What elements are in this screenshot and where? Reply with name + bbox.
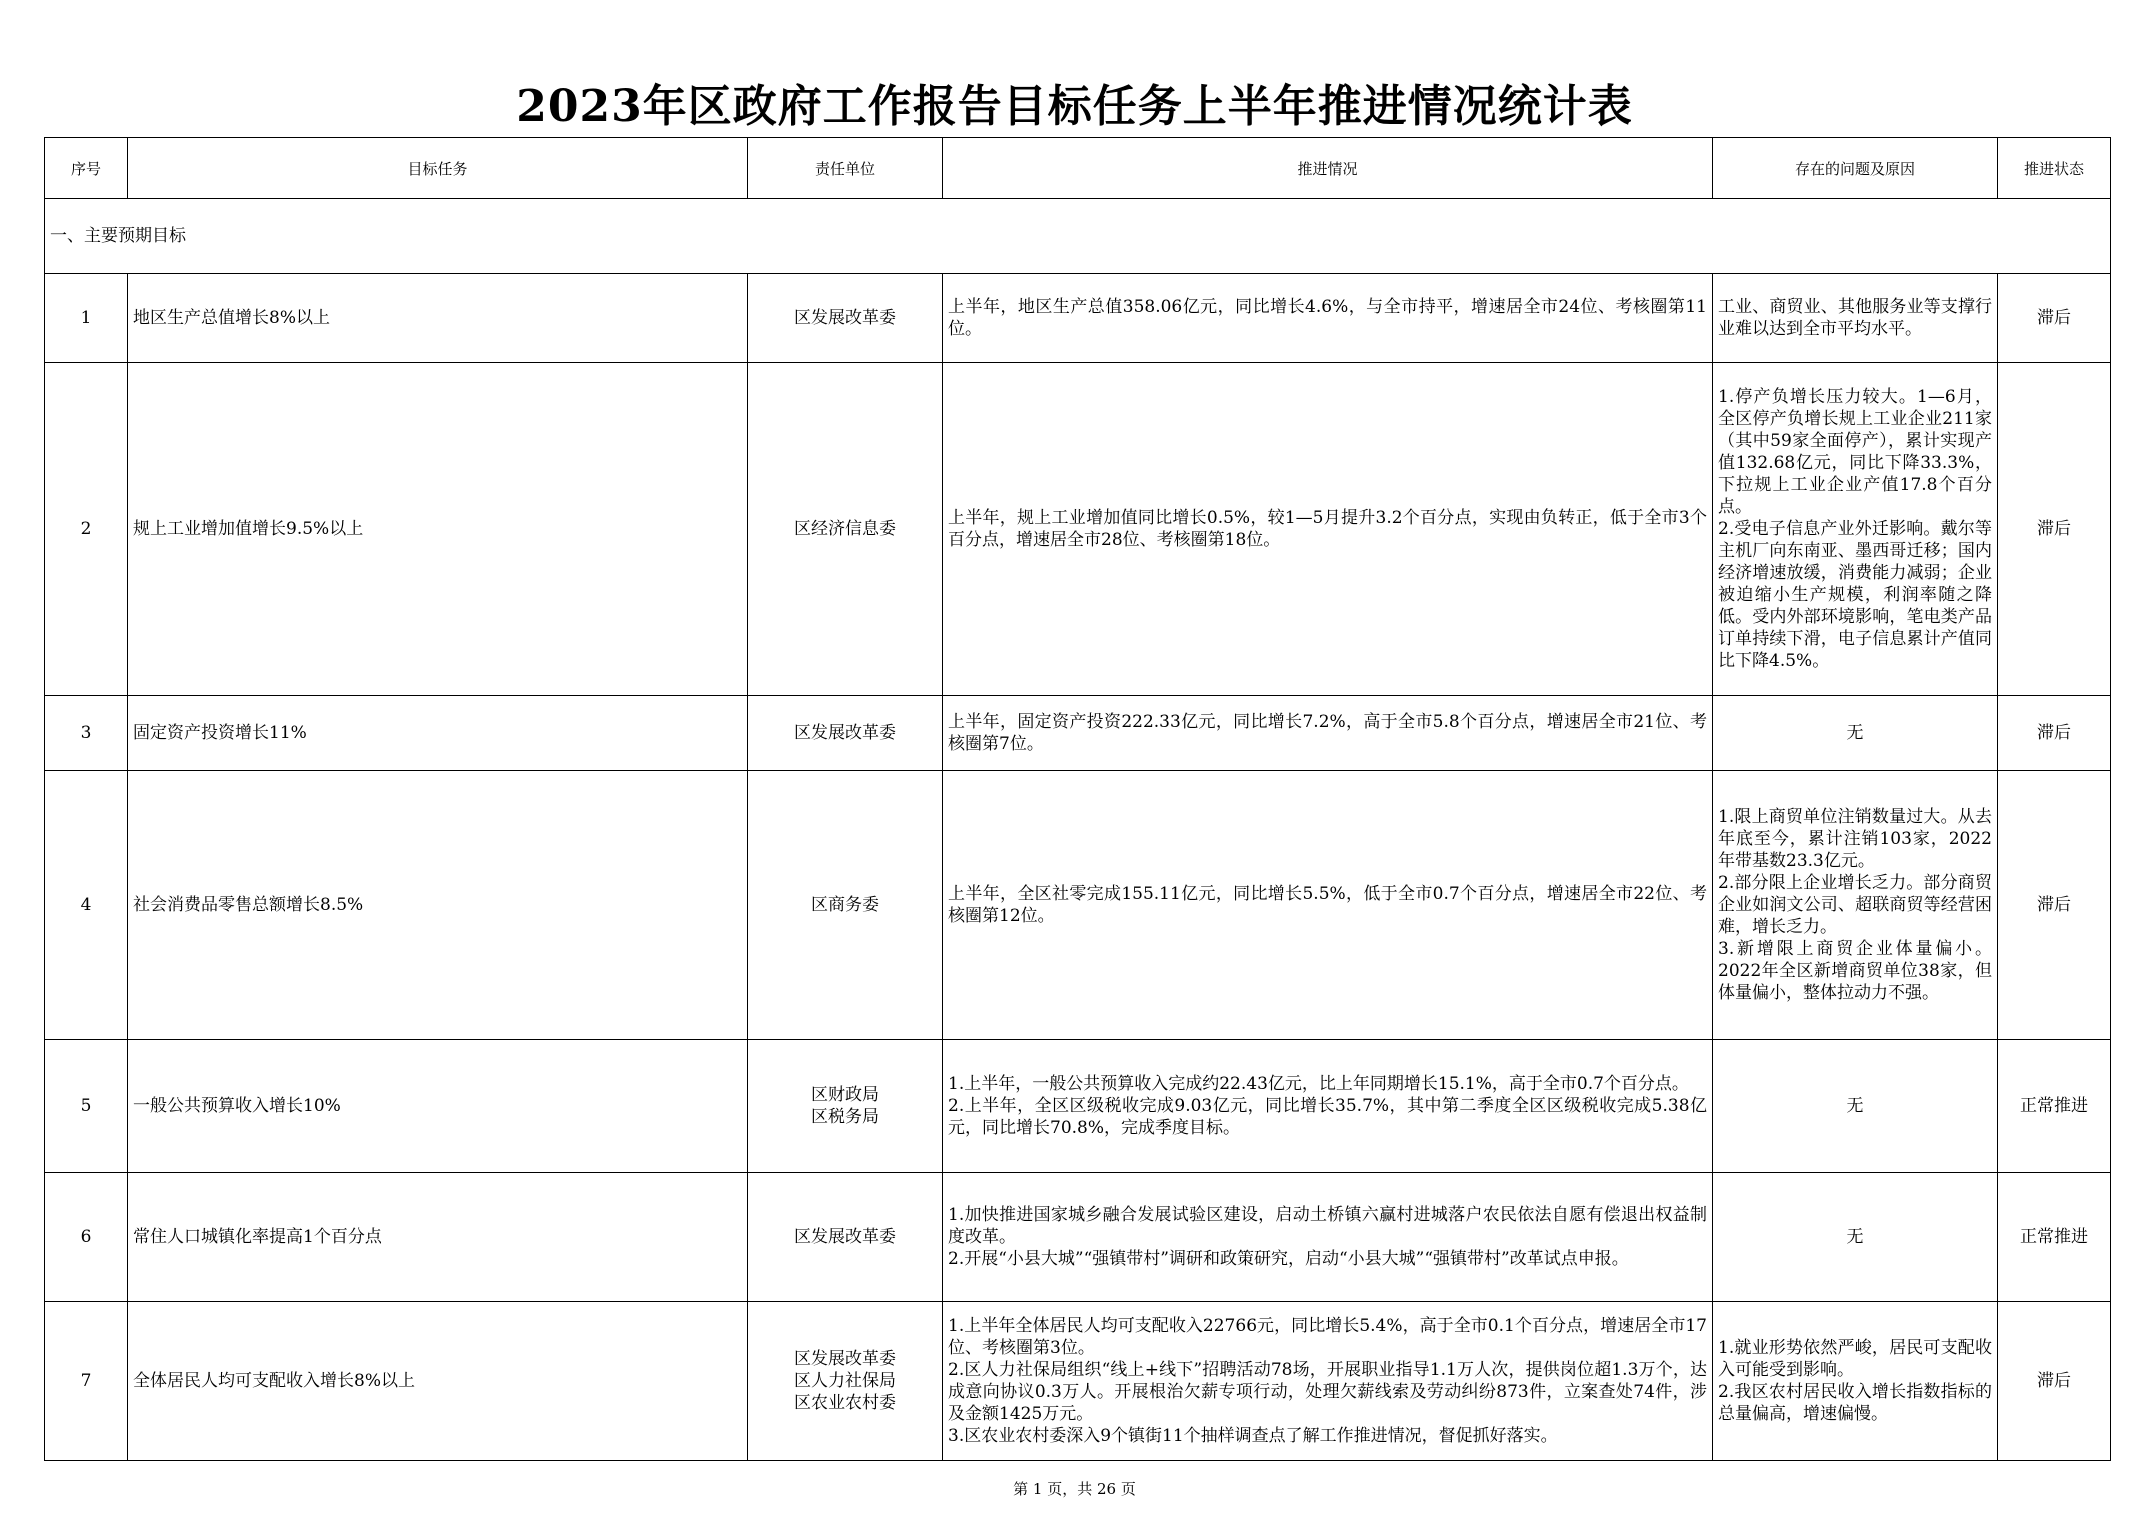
table-row [45, 1173, 2111, 1302]
row-task: 固定资产投资增长11% [128, 696, 748, 771]
row-progress: 1.加快推进国家城乡融合发展试验区建设，启动土桥镇六赢村进城落户农民依法自愿有偿退出权益制度改革。 2.开展“小县大城”“强镇带村”调研和政策研究，启动“小县大城”“强镇带村”改革试点申报。 [943, 1173, 1713, 1302]
header-unit: 责任单位 [748, 138, 943, 199]
table-row [45, 1302, 2111, 1461]
row-status: 滞后 [1998, 1302, 2111, 1461]
row-status: 滞后 [1998, 771, 2111, 1040]
row-unit: 区商务委 [748, 771, 943, 1040]
row-seq: 5 [45, 1040, 128, 1173]
header-problems: 存在的问题及原因 [1713, 138, 1998, 199]
table-row [45, 363, 2111, 696]
row-task: 规上工业增加值增长9.5%以上 [128, 363, 748, 696]
row-problems: 工业、商贸业、其他服务业等支撑行业难以达到全市平均水平。 [1713, 274, 1998, 363]
row-progress: 上半年，规上工业增加值同比增长0.5%，较1—5月提升3.2个百分点，实现由负转正，低于全市3个百分点，增速居全市28位、考核圈第18位。 [943, 363, 1713, 696]
row-problems: 1.就业形势依然严峻，居民可支配收入可能受到影响。 2.我区农村居民收入增长指数指标的总量偏高，增速偏慢。 [1713, 1302, 1998, 1461]
row-task: 一般公共预算收入增长10% [128, 1040, 748, 1173]
row-task: 全体居民人均可支配收入增长8%以上 [128, 1302, 748, 1461]
page-number: 第 1 页，共 26 页 [1013, 1480, 1136, 1498]
section-row [45, 199, 2111, 274]
row-task: 常住人口城镇化率提高1个百分点 [128, 1173, 748, 1302]
section-title: 一、主要预期目标 [45, 199, 2111, 274]
row-seq: 3 [45, 696, 128, 771]
header-status: 推进状态 [1998, 138, 2111, 199]
row-seq: 7 [45, 1302, 128, 1461]
row-progress: 1.上半年，一般公共预算收入完成约22.43亿元，比上年同期增长15.1%，高于全市0.7个百分点。 2.上半年，全区区级税收完成9.03亿元，同比增长35.7%，其中第二季度全区区级税收完成5.38亿元，同比增长70.8%，完成季度目标。 [943, 1040, 1713, 1173]
row-progress: 上半年，地区生产总值358.06亿元，同比增长4.6%，与全市持平，增速居全市24位、考核圈第11位。 [943, 274, 1713, 363]
table-row [45, 1040, 2111, 1173]
header-task: 目标任务 [128, 138, 748, 199]
row-task: 地区生产总值增长8%以上 [128, 274, 748, 363]
header-seq: 序号 [45, 138, 128, 199]
header-progress: 推进情况 [943, 138, 1713, 199]
row-seq: 4 [45, 771, 128, 1040]
row-unit: 区发展改革委 [748, 696, 943, 771]
document-title: 2023年区政府工作报告目标任务上半年推进情况统计表 [516, 81, 1633, 132]
row-unit: 区发展改革委 [748, 1173, 943, 1302]
table-row [45, 274, 2111, 363]
row-seq: 6 [45, 1173, 128, 1302]
row-progress: 上半年，全区社零完成155.11亿元，同比增长5.5%，低于全市0.7个百分点，增速居全市22位、考核圈第12位。 [943, 771, 1713, 1040]
row-seq: 1 [45, 274, 128, 363]
row-status: 正常推进 [1998, 1173, 2111, 1302]
row-problems: 1.停产负增长压力较大。1—6月，全区停产负增长规上工业企业211家（其中59家全面停产），累计实现产值132.68亿元，同比下降33.3%，下拉规上工业企业产值17.8个百分点。 2.受电子信息产业外迁影响。戴尔等主机厂向东南亚、墨西哥迁移；国内经济增速放缓，消费能力减弱；企业被迫缩小生产规模，利润率随之降低。受内外部环境影响，笔电类产品订单持续下滑，电子信息累计产值同比下降4.5%。 [1713, 363, 1998, 696]
row-problems: 1.限上商贸单位注销数量过大。从去年底至今，累计注销103家，2022年带基数23.3亿元。 2.部分限上企业增长乏力。部分商贸企业如润文公司、超联商贸等经营困难，增长乏力。 3.新增限上商贸企业体量偏小。2022年全区新增商贸单位38家，但体量偏小，整体拉动力不强。 [1713, 771, 1998, 1040]
row-status: 滞后 [1998, 363, 2111, 696]
table-header-row [45, 138, 2111, 199]
row-problems: 无 [1713, 1040, 1998, 1173]
row-status: 滞后 [1998, 274, 2111, 363]
row-status: 滞后 [1998, 696, 2111, 771]
row-task: 社会消费品零售总额增长8.5% [128, 771, 748, 1040]
row-unit: 区经济信息委 [748, 363, 943, 696]
row-problems: 无 [1713, 696, 1998, 771]
row-problems: 无 [1713, 1173, 1998, 1302]
row-progress: 1.上半年全体居民人均可支配收入22766元，同比增长5.4%，高于全市0.1个百分点，增速居全市17位、考核圈第3位。 2.区人力社保局组织“线上+线下”招聘活动78场，开展职业指导1.1万人次，提供岗位超1.3万个，达成意向协议0.3万人。开展根治欠薪专项行动，处理欠薪线索及劳动纠纷873件，立案查处74件，涉及金额1425万元。 3.区农业农村委深入9个镇街11个抽样调查点了解工作推进情况，督促抓好落实。 [943, 1302, 1713, 1461]
row-status: 正常推进 [1998, 1040, 2111, 1173]
row-unit: 区财政局 区税务局 [748, 1040, 943, 1173]
row-unit: 区发展改革委 [748, 274, 943, 363]
progress-table [44, 137, 2111, 1461]
table-row [45, 696, 2111, 771]
table-row [45, 771, 2111, 1040]
row-unit: 区发展改革委 区人力社保局 区农业农村委 [748, 1302, 943, 1461]
row-progress: 上半年，固定资产投资222.33亿元，同比增长7.2%，高于全市5.8个百分点，增速居全市21位、考核圈第7位。 [943, 696, 1713, 771]
row-seq: 2 [45, 363, 128, 696]
